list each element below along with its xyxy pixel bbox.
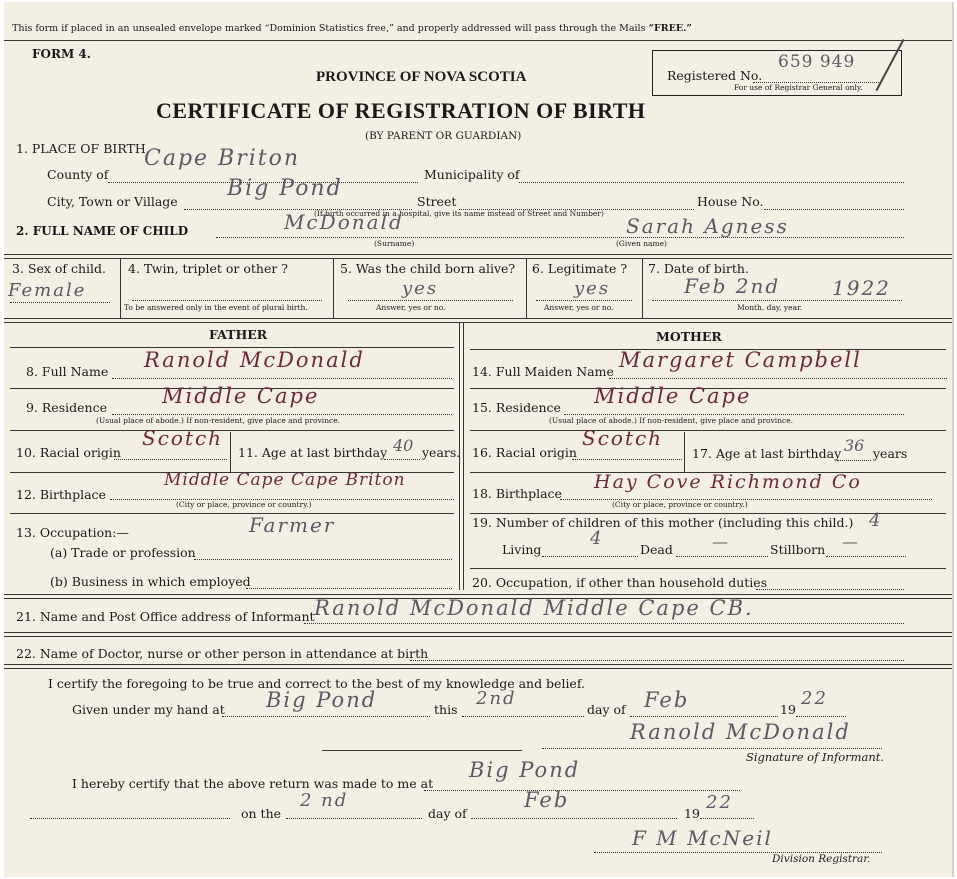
twin-line — [132, 300, 322, 301]
child-given-name: Sarah Agness — [626, 214, 789, 238]
this-label: this — [434, 702, 458, 717]
mother-racial-label: 16. Racial origin — [472, 445, 577, 460]
county-value: Cape Briton — [144, 146, 301, 171]
row3-divider-2 — [333, 258, 334, 318]
father-age-label: 11. Age at last birthday — [238, 445, 388, 460]
alive-value: yes — [402, 278, 439, 299]
form-number: FORM 4. — [32, 47, 91, 61]
city-label: City, Town or Village — [47, 194, 178, 209]
living-line — [542, 556, 638, 557]
registrar-place-value: Big Pond — [469, 758, 581, 782]
county-label: County of — [47, 167, 109, 182]
informant-signature: Ranold McDonald — [630, 720, 851, 744]
father-age-value: 40 — [393, 436, 414, 455]
mother-name-label: 14. Full Maiden Name — [472, 364, 614, 379]
informant-line — [304, 623, 904, 624]
mother-age-label: 17. Age at last birthday — [692, 446, 842, 461]
street-label: Street — [417, 194, 457, 209]
mother-residence-note: (Usual place of abode.) If non-resident, give place and province. — [549, 416, 794, 425]
business-label: (b) Business in which employed — [50, 574, 251, 589]
on-the-label: on the — [241, 806, 282, 821]
place-of-birth-label: 1. PLACE OF BIRTH. — [16, 141, 150, 156]
father-racial-value: Scotch — [142, 426, 224, 450]
row3-divider-4 — [642, 258, 643, 318]
month-value: Feb — [644, 688, 690, 712]
birth-date-month: Feb 2nd — [684, 274, 781, 298]
registered-box — [652, 50, 902, 96]
stillborn-line — [826, 556, 906, 557]
registrar-left-line — [30, 818, 230, 819]
father-name-value: Ranold McDonald — [144, 348, 365, 372]
rule-parents-top — [4, 318, 952, 323]
dead-label: Dead — [640, 542, 673, 557]
mother-occupation-label: 20. Occupation, if other than household duties — [472, 575, 768, 590]
mother-row-rule-2 — [470, 430, 946, 431]
child-surname: McDonald — [284, 210, 404, 234]
certificate-title: CERTIFICATE OF REGISTRATION OF BIRTH — [156, 98, 646, 123]
informant-sig-line — [542, 748, 882, 749]
province-heading: PROVINCE OF NOVA SCOTIA — [316, 69, 527, 85]
father-occupation-value: Farmer — [249, 513, 336, 537]
city-value: Big Pond — [227, 176, 343, 201]
given-note: (Given name) — [616, 239, 667, 248]
father-residence-line — [112, 414, 452, 415]
father-racial-label: 10. Racial origin — [16, 445, 121, 460]
legitimate-label: 6. Legitimate ? — [532, 261, 628, 276]
house-line — [764, 209, 904, 210]
twin-label: 4. Twin, triplet or other ? — [128, 261, 288, 276]
municipality-line — [519, 182, 904, 183]
row3-divider-1 — [120, 258, 121, 318]
birth-date-line — [652, 300, 902, 301]
stillborn-label: Stillborn — [770, 542, 826, 557]
father-heading: FATHER — [209, 327, 268, 342]
registrar-place-line — [424, 790, 740, 791]
on-day-line — [286, 818, 422, 819]
informant-value: Ranold McDonald Middle Cape CB. — [314, 596, 754, 620]
given-under-label: Given under my hand at — [72, 702, 225, 717]
rule-row3-top — [4, 254, 952, 259]
mother-residence-value: Middle Cape — [594, 384, 752, 408]
father-row-rule-2 — [10, 430, 454, 431]
mother-racial-line — [572, 459, 682, 460]
this-day-value: 2nd — [476, 688, 517, 709]
living-value: 4 — [590, 528, 604, 549]
registered-label: Registered No. — [667, 68, 763, 83]
mother-residence-label: 15. Residence — [472, 400, 561, 415]
rule-certify-top — [4, 664, 952, 669]
registrar-year-prefix: 19 — [684, 806, 700, 821]
birth-date-year: 1922 — [832, 276, 891, 300]
father-name-line — [112, 378, 452, 379]
children-label: 19. Number of children of this mother (including this child.) — [472, 515, 854, 530]
living-label: Living — [502, 542, 542, 557]
this-day-line — [462, 716, 584, 717]
children-value: 4 — [869, 510, 883, 531]
father-birthplace-label: 12. Birthplace — [16, 487, 106, 502]
father-residence-value: Middle Cape — [162, 384, 320, 408]
registrar-month-line — [471, 818, 677, 819]
doctor-label: 22. Name of Doctor, nurse or other person in attendance at birth — [16, 646, 429, 661]
mother-age-value: 36 — [844, 436, 865, 455]
father-birthplace-value: Middle Cape Cape Briton — [164, 470, 406, 490]
row3-divider-3 — [526, 258, 527, 318]
alive-note: Answer, yes or no. — [376, 303, 446, 312]
mother-birthplace-label: 18. Birthplace — [472, 486, 562, 501]
month-line — [630, 716, 778, 717]
father-residence-note: (Usual place of abode.) If non-resident, give place and province. — [96, 416, 341, 425]
certificate-paper — [4, 2, 954, 877]
registrar-statement: I hereby certify that the above return was made to me at — [72, 776, 434, 791]
registrar-year-suffix: 22 — [706, 792, 733, 813]
legitimate-value: yes — [574, 278, 611, 299]
dead-value: — — [712, 532, 730, 551]
mother-birthplace-value: Hay Cove Richmond Co — [594, 471, 862, 493]
registrar-signature: F M McNeil — [632, 826, 773, 850]
given-place-value: Big Pond — [266, 688, 378, 712]
mother-residence-line — [564, 414, 904, 415]
trade-line — [194, 559, 452, 560]
birth-date-label: 7. Date of birth. — [648, 261, 749, 276]
twin-note: To be answered only in the event of plural birth. — [124, 303, 308, 312]
father-racial-line — [114, 459, 227, 460]
mother-name-value: Margaret Campbell — [619, 348, 862, 372]
registrar-day-of-label: day of — [428, 806, 467, 821]
alive-label: 5. Was the child born alive? — [340, 261, 516, 276]
top-rule — [4, 40, 952, 41]
mother-occupation-line — [756, 589, 904, 590]
stillborn-value: — — [842, 532, 860, 551]
house-label: House No. — [697, 194, 764, 209]
dead-line — [676, 556, 768, 557]
child-name-label: 2. FULL NAME OF CHILD — [16, 224, 189, 238]
mother-racial-value: Scotch — [582, 426, 664, 450]
child-name-line — [216, 237, 904, 238]
trade-label: (a) Trade or profession — [50, 545, 196, 560]
day-of-label: day of — [587, 702, 626, 717]
father-racial-divider — [230, 432, 231, 472]
mother-age-line — [837, 460, 871, 461]
rule-doctor-top — [4, 632, 952, 637]
father-birthplace-note: (City or place, province or country.) — [176, 500, 312, 509]
father-occupation-label: 13. Occupation:— — [16, 525, 129, 540]
father-age-line — [384, 459, 420, 460]
registrar-year-line — [700, 818, 754, 819]
father-name-label: 8. Full Name — [26, 364, 109, 379]
stamp-line — [322, 750, 522, 751]
mail-notice: This form if placed in an unsealed envelope marked “Dominion Statistics free,” and properly addressed will pass through the Mails “FREE.” — [12, 23, 692, 34]
given-place-line — [222, 716, 430, 717]
surname-note: (Surname) — [374, 239, 415, 248]
father-row-rule-4 — [10, 513, 454, 514]
mother-racial-divider — [684, 432, 685, 472]
doctor-line — [410, 660, 904, 661]
year-line — [796, 716, 846, 717]
hospital-note: (If birth occurred in a hospital, give its name instead of Street and Number) — [314, 209, 604, 218]
informant-label: 21. Name and Post Office address of Informant — [16, 609, 315, 624]
registrar-month-value: Feb — [524, 788, 570, 812]
alive-line — [348, 300, 513, 301]
mother-heading: MOTHER — [656, 329, 722, 344]
father-residence-label: 9. Residence — [26, 400, 107, 415]
certify-statement: I certify the foregoing to be true and correct to the best of my knowledge and belief. — [48, 676, 585, 691]
parents-divider-b — [463, 322, 464, 590]
sex-value: Female — [8, 280, 87, 301]
mother-years-label: years — [873, 446, 908, 461]
registrar-note: For use of Registrar General only. — [734, 83, 863, 92]
year-prefix: 19 — [780, 702, 796, 717]
business-line — [246, 588, 452, 589]
certificate-subtitle: (BY PARENT OR GUARDIAN) — [365, 130, 522, 142]
mother-name-line — [609, 378, 947, 379]
legitimate-line — [536, 300, 632, 301]
mother-row-rule-5 — [470, 568, 946, 569]
sex-line — [10, 302, 110, 303]
mother-birthplace-note: (City or place, province or country.) — [612, 500, 748, 509]
sex-label: 3. Sex of child. — [12, 261, 107, 276]
informant-sig-label: Signature of Informant. — [746, 750, 885, 764]
birth-date-note: Month, day, year. — [737, 303, 803, 312]
municipality-label: Municipality of — [424, 167, 520, 182]
father-years-label: years. — [422, 445, 461, 460]
registrar-sig-label: Division Registrar. — [772, 853, 871, 865]
legitimate-note: Answer, yes or no. — [544, 303, 614, 312]
year-suffix: 22 — [801, 688, 828, 709]
on-day-value: 2 nd — [300, 790, 349, 811]
registered-number: 659 949 — [778, 52, 856, 72]
